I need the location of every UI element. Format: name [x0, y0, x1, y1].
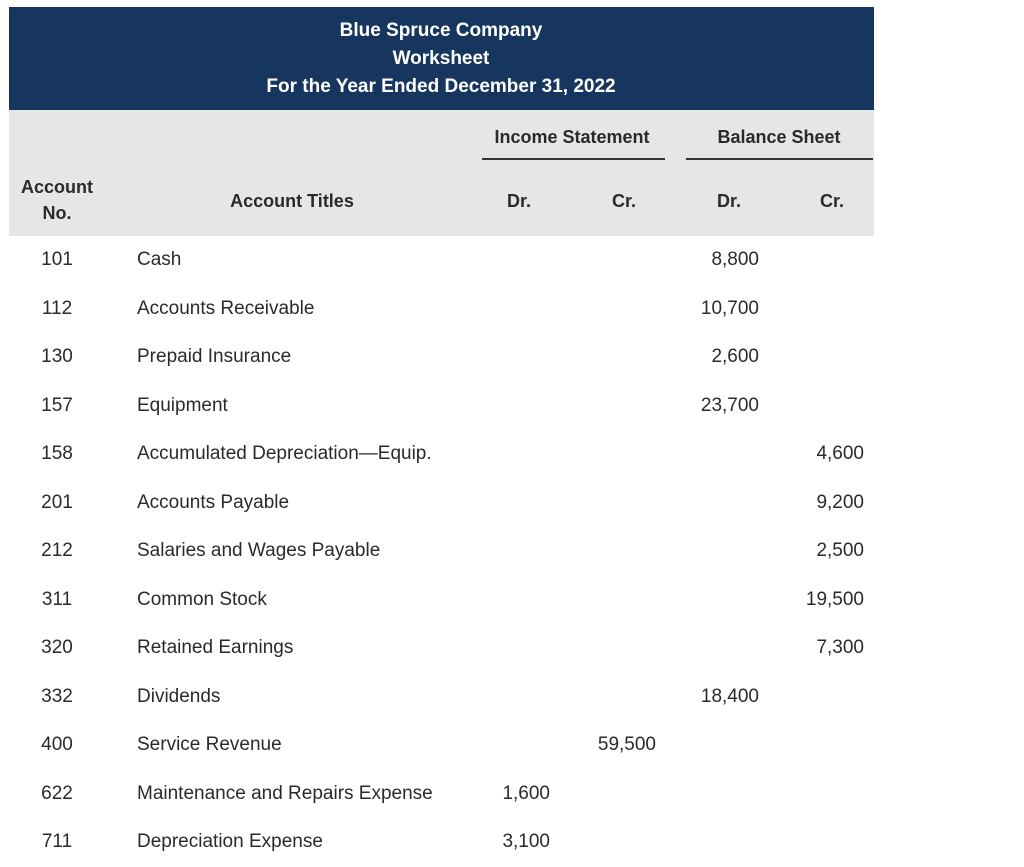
table-row: [9, 333, 874, 382]
table-row: [9, 479, 874, 528]
balance-sheet-cr-header: Cr.: [819, 191, 844, 211]
account-number: 212: [41, 540, 73, 561]
table-row: [9, 382, 874, 431]
table-row: [9, 430, 874, 479]
company-name: Blue Spruce Company: [339, 20, 543, 41]
balance-sheet-cr-amount: 7,300: [816, 637, 864, 658]
account-number: 400: [41, 734, 73, 755]
table-row: [9, 673, 874, 722]
balance-sheet-cr-amount: 19,500: [805, 588, 864, 610]
account-number: 157: [41, 394, 73, 416]
table-row: [9, 527, 874, 576]
account-title: Accumulated Depreciation—Equip.: [137, 443, 432, 464]
income-statement-dr-amount: 3,100: [502, 831, 550, 852]
table-row: [9, 721, 874, 770]
account-title: Equipment: [137, 394, 228, 416]
income-statement-cr-amount: 59,500: [597, 734, 656, 755]
account-title: Service Revenue: [137, 734, 282, 755]
column-header-block: [9, 110, 874, 236]
account-title: Cash: [137, 249, 182, 270]
account-no-header-line2: No.: [42, 203, 72, 223]
account-title: Dividends: [137, 685, 221, 707]
account-no-header: [9, 174, 105, 226]
document-title: Worksheet: [392, 48, 490, 69]
balance-sheet-dr-amount: 8,800: [711, 249, 759, 270]
account-number: 112: [41, 297, 73, 319]
account-number: 201: [41, 491, 73, 513]
account-title: Prepaid Insurance: [137, 346, 292, 367]
balance-sheet-cr-amount: 2,500: [816, 540, 864, 561]
period-label: For the Year Ended December 31, 2022: [266, 76, 616, 97]
balance-sheet-dr-amount: 18,400: [700, 685, 759, 707]
account-title: Maintenance and Repairs Expense: [137, 782, 433, 804]
account-no-header-line1: Account: [21, 177, 93, 197]
balance-sheet-dr-amount: 23,700: [700, 394, 759, 416]
account-number: 622: [41, 782, 73, 804]
table-row: [9, 576, 874, 625]
table-row: [9, 236, 874, 285]
account-number: 711: [41, 831, 73, 852]
income-statement-header: Income Statement: [494, 127, 650, 147]
balance-sheet-cr-amount: 9,200: [816, 491, 864, 513]
account-number: 311: [41, 588, 73, 610]
account-title: Salaries and Wages Payable: [137, 540, 381, 561]
account-titles-header: Account Titles: [230, 191, 354, 211]
account-number: 101: [41, 249, 73, 270]
balance-sheet-cr-amount: 4,600: [816, 443, 864, 464]
income-statement-rule: [482, 158, 665, 160]
account-title: Accounts Receivable: [137, 297, 315, 319]
account-number: 158: [41, 443, 73, 464]
worksheet-table: [9, 7, 874, 867]
income-statement-dr-header: Dr.: [506, 191, 531, 211]
table-row: [9, 285, 874, 334]
account-number: 130: [41, 346, 73, 367]
table-row: [9, 624, 874, 673]
account-title: Depreciation Expense: [137, 831, 323, 852]
balance-sheet-rule: [686, 158, 873, 160]
account-title: Retained Earnings: [137, 637, 294, 658]
account-title: Accounts Payable: [137, 491, 290, 513]
account-rows: [9, 236, 874, 867]
balance-sheet-dr-amount: 2,600: [711, 346, 759, 367]
table-row: [9, 818, 874, 867]
account-number: 332: [41, 685, 73, 707]
income-statement-dr-amount: 1,600: [502, 782, 550, 804]
balance-sheet-dr-amount: 10,700: [700, 297, 759, 319]
balance-sheet-dr-header: Dr.: [716, 191, 741, 211]
balance-sheet-header: Balance Sheet: [717, 127, 841, 147]
worksheet-title-block: [9, 7, 874, 110]
table-row: [9, 770, 874, 819]
account-number: 320: [41, 637, 73, 658]
income-statement-cr-header: Cr.: [611, 191, 636, 211]
account-title: Common Stock: [137, 588, 267, 610]
